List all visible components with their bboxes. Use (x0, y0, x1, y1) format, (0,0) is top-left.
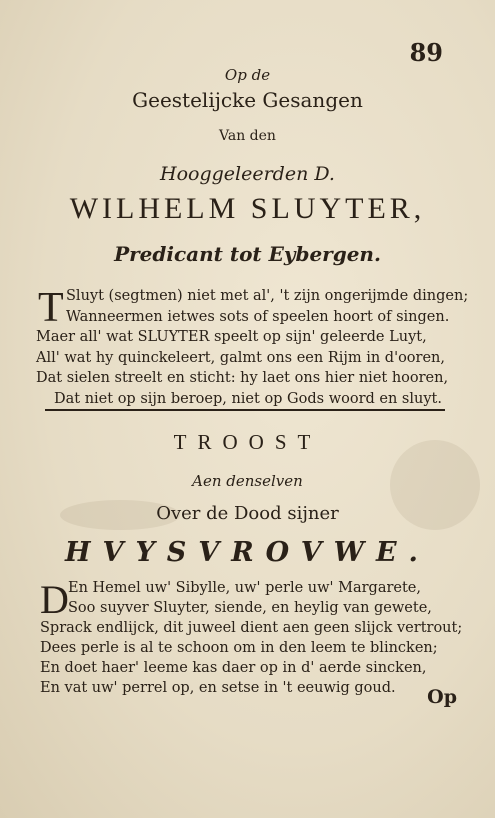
heading-title: Geestelijcke Gesangen (132, 88, 363, 112)
page-number: 89 (409, 38, 443, 67)
poem-two (40, 578, 462, 698)
drop-cap-t: T (38, 285, 64, 331)
poem-line: Maer all' wat SLUYTER speelt op sijn' geleerde Luyt, (36, 329, 427, 345)
poem-line: Dat niet op sijn beroep, niet op Gods woord en sluyt. (54, 390, 442, 407)
section-divider (45, 409, 445, 411)
author-name: WILHELM SLUYTER, (69, 192, 426, 225)
author-office: Predicant tot Eybergen. (114, 242, 381, 266)
heading-op-de: Op de (224, 66, 271, 84)
heading-van-den: Van den (219, 128, 276, 144)
section-over: Over de Dood sijner (156, 503, 339, 524)
drop-cap-d: D (40, 577, 69, 622)
poem-line: All' wat hy quinckeleert, galmt ons een Rijm in d'ooren, (36, 349, 445, 366)
section-huysvrouwe: HVYSVROVWE. (65, 537, 430, 568)
poem-line: Dat sielen streelt en sticht: hy laet ons hier niet hooren, (36, 370, 449, 386)
poem-line: Dees perle is al te schoon om in den leem te blincken; (40, 640, 438, 656)
catchword: Op (427, 686, 457, 708)
section-title: TROOST (173, 430, 322, 454)
poem-line: Sprack endlijck, dit juweel dient aen geen slijck vertrout; (40, 620, 463, 636)
poem-line: En Hemel uw' Sibylle, uw' perle uw' Margarete, (68, 580, 421, 596)
poem-line: En doet haer' leeme kas daer op in d' aerde sincken, (40, 660, 427, 676)
poem-one (36, 286, 468, 409)
poem-line: Wanneermen ietwes sots of speelen hoort of singen. (66, 308, 450, 325)
poem-line: Soo suyver Sluyter, siende, en heylig van gewete, (68, 600, 432, 616)
poem-line: En vat uw' perrel op, en setse in 't eeuwig goud. (40, 680, 396, 696)
section-subtitle: Aen denselven (192, 472, 303, 490)
poem-line: Sluyt (segtmen) niet met al', 't zijn ongerijmde dingen; (66, 288, 469, 304)
heading-hooggeleerden: Hooggeleerden D. (160, 163, 335, 185)
